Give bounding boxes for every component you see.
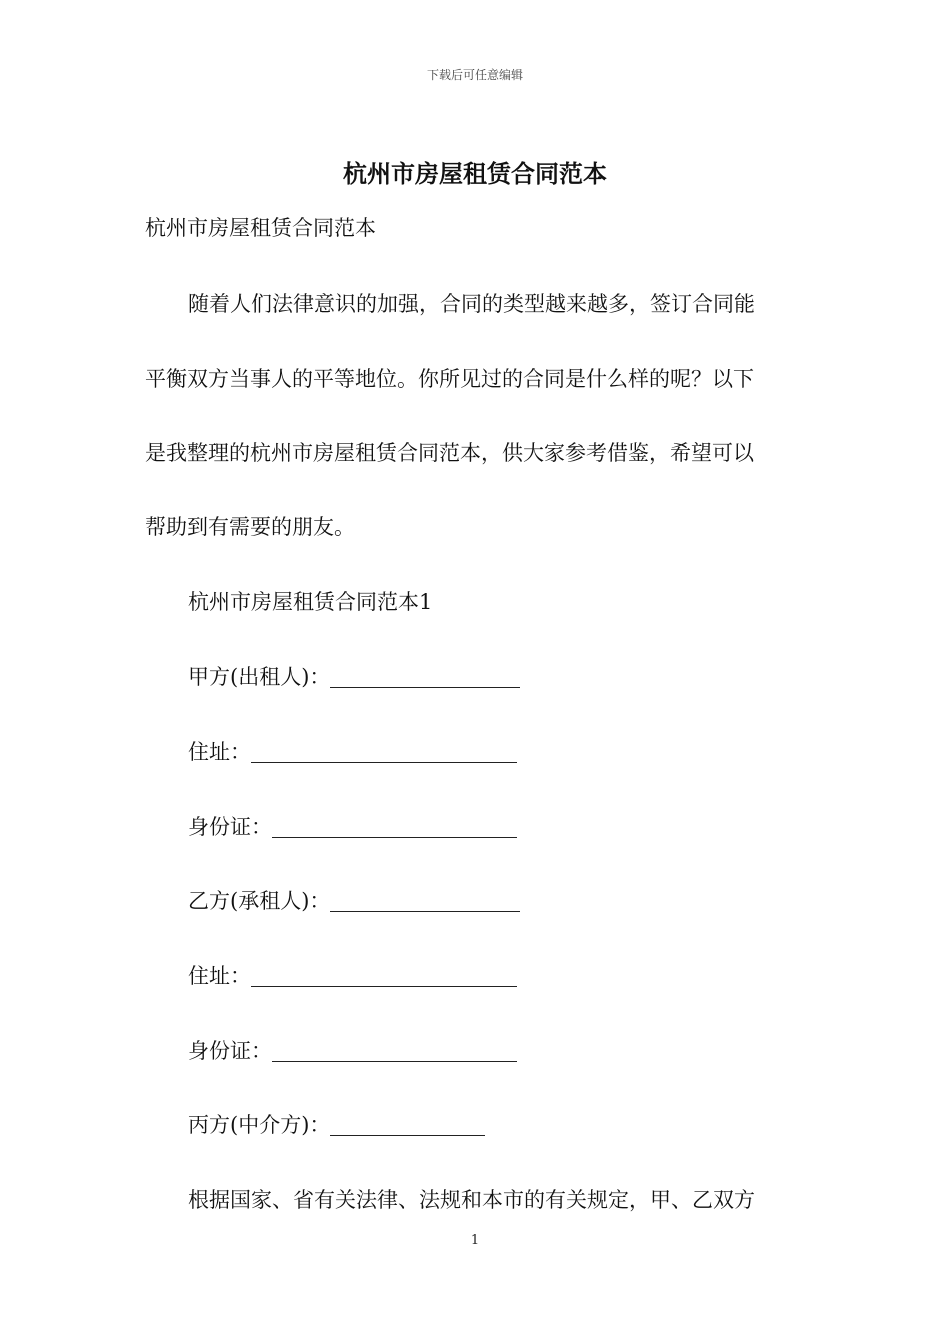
party-b-address-field [188,960,517,990]
page-header-note: 下载后可任意编辑 [426,68,523,82]
party-b-id-label: 身份证： [188,1039,272,1063]
intro-line-1: 随着人们法律意识的加强，合同的类型越来越多，签订合同能 [188,292,755,316]
party-c-blank [330,1115,485,1136]
party-b-id-field [188,1035,517,1065]
party-a-address-field [188,736,517,766]
party-c-label: 丙方(中介方)： [188,1113,331,1137]
party-a-field [188,661,520,691]
intro-line-3: 是我整理的杭州市房屋租赁合同范本，供大家参考借鉴，希望可以 [145,441,754,465]
party-b-label: 乙方(承租人)： [188,889,331,913]
document-subtitle: 杭州市房屋租赁合同范本 [145,216,376,240]
party-b-address-blank [251,966,517,987]
party-a-blank [330,667,520,688]
party-b-blank [330,891,520,912]
party-a-id-field [188,811,517,841]
party-a-id-label: 身份证： [188,815,272,839]
party-b-address-label: 住址： [188,964,251,988]
body-line: 根据国家、省有关法律、法规和本市的有关规定，甲、乙双方 [188,1188,755,1212]
party-b-field [188,885,520,915]
intro-line-4: 帮助到有需要的朋友。 [145,515,355,539]
party-c-field [188,1109,485,1139]
party-a-address-label: 住址： [188,740,251,764]
party-a-label: 甲方(出租人)： [188,665,331,689]
page-number: 1 [470,1233,480,1248]
party-b-id-blank [272,1041,517,1062]
section-title: 杭州市房屋租赁合同范本1 [188,590,433,614]
intro-line-2: 平衡双方当事人的平等地位。你所见过的合同是什么样的呢？以下 [145,367,754,391]
document-title: 杭州市房屋租赁合同范本 [343,159,607,188]
party-a-address-blank [251,742,517,763]
party-a-id-blank [272,817,517,838]
